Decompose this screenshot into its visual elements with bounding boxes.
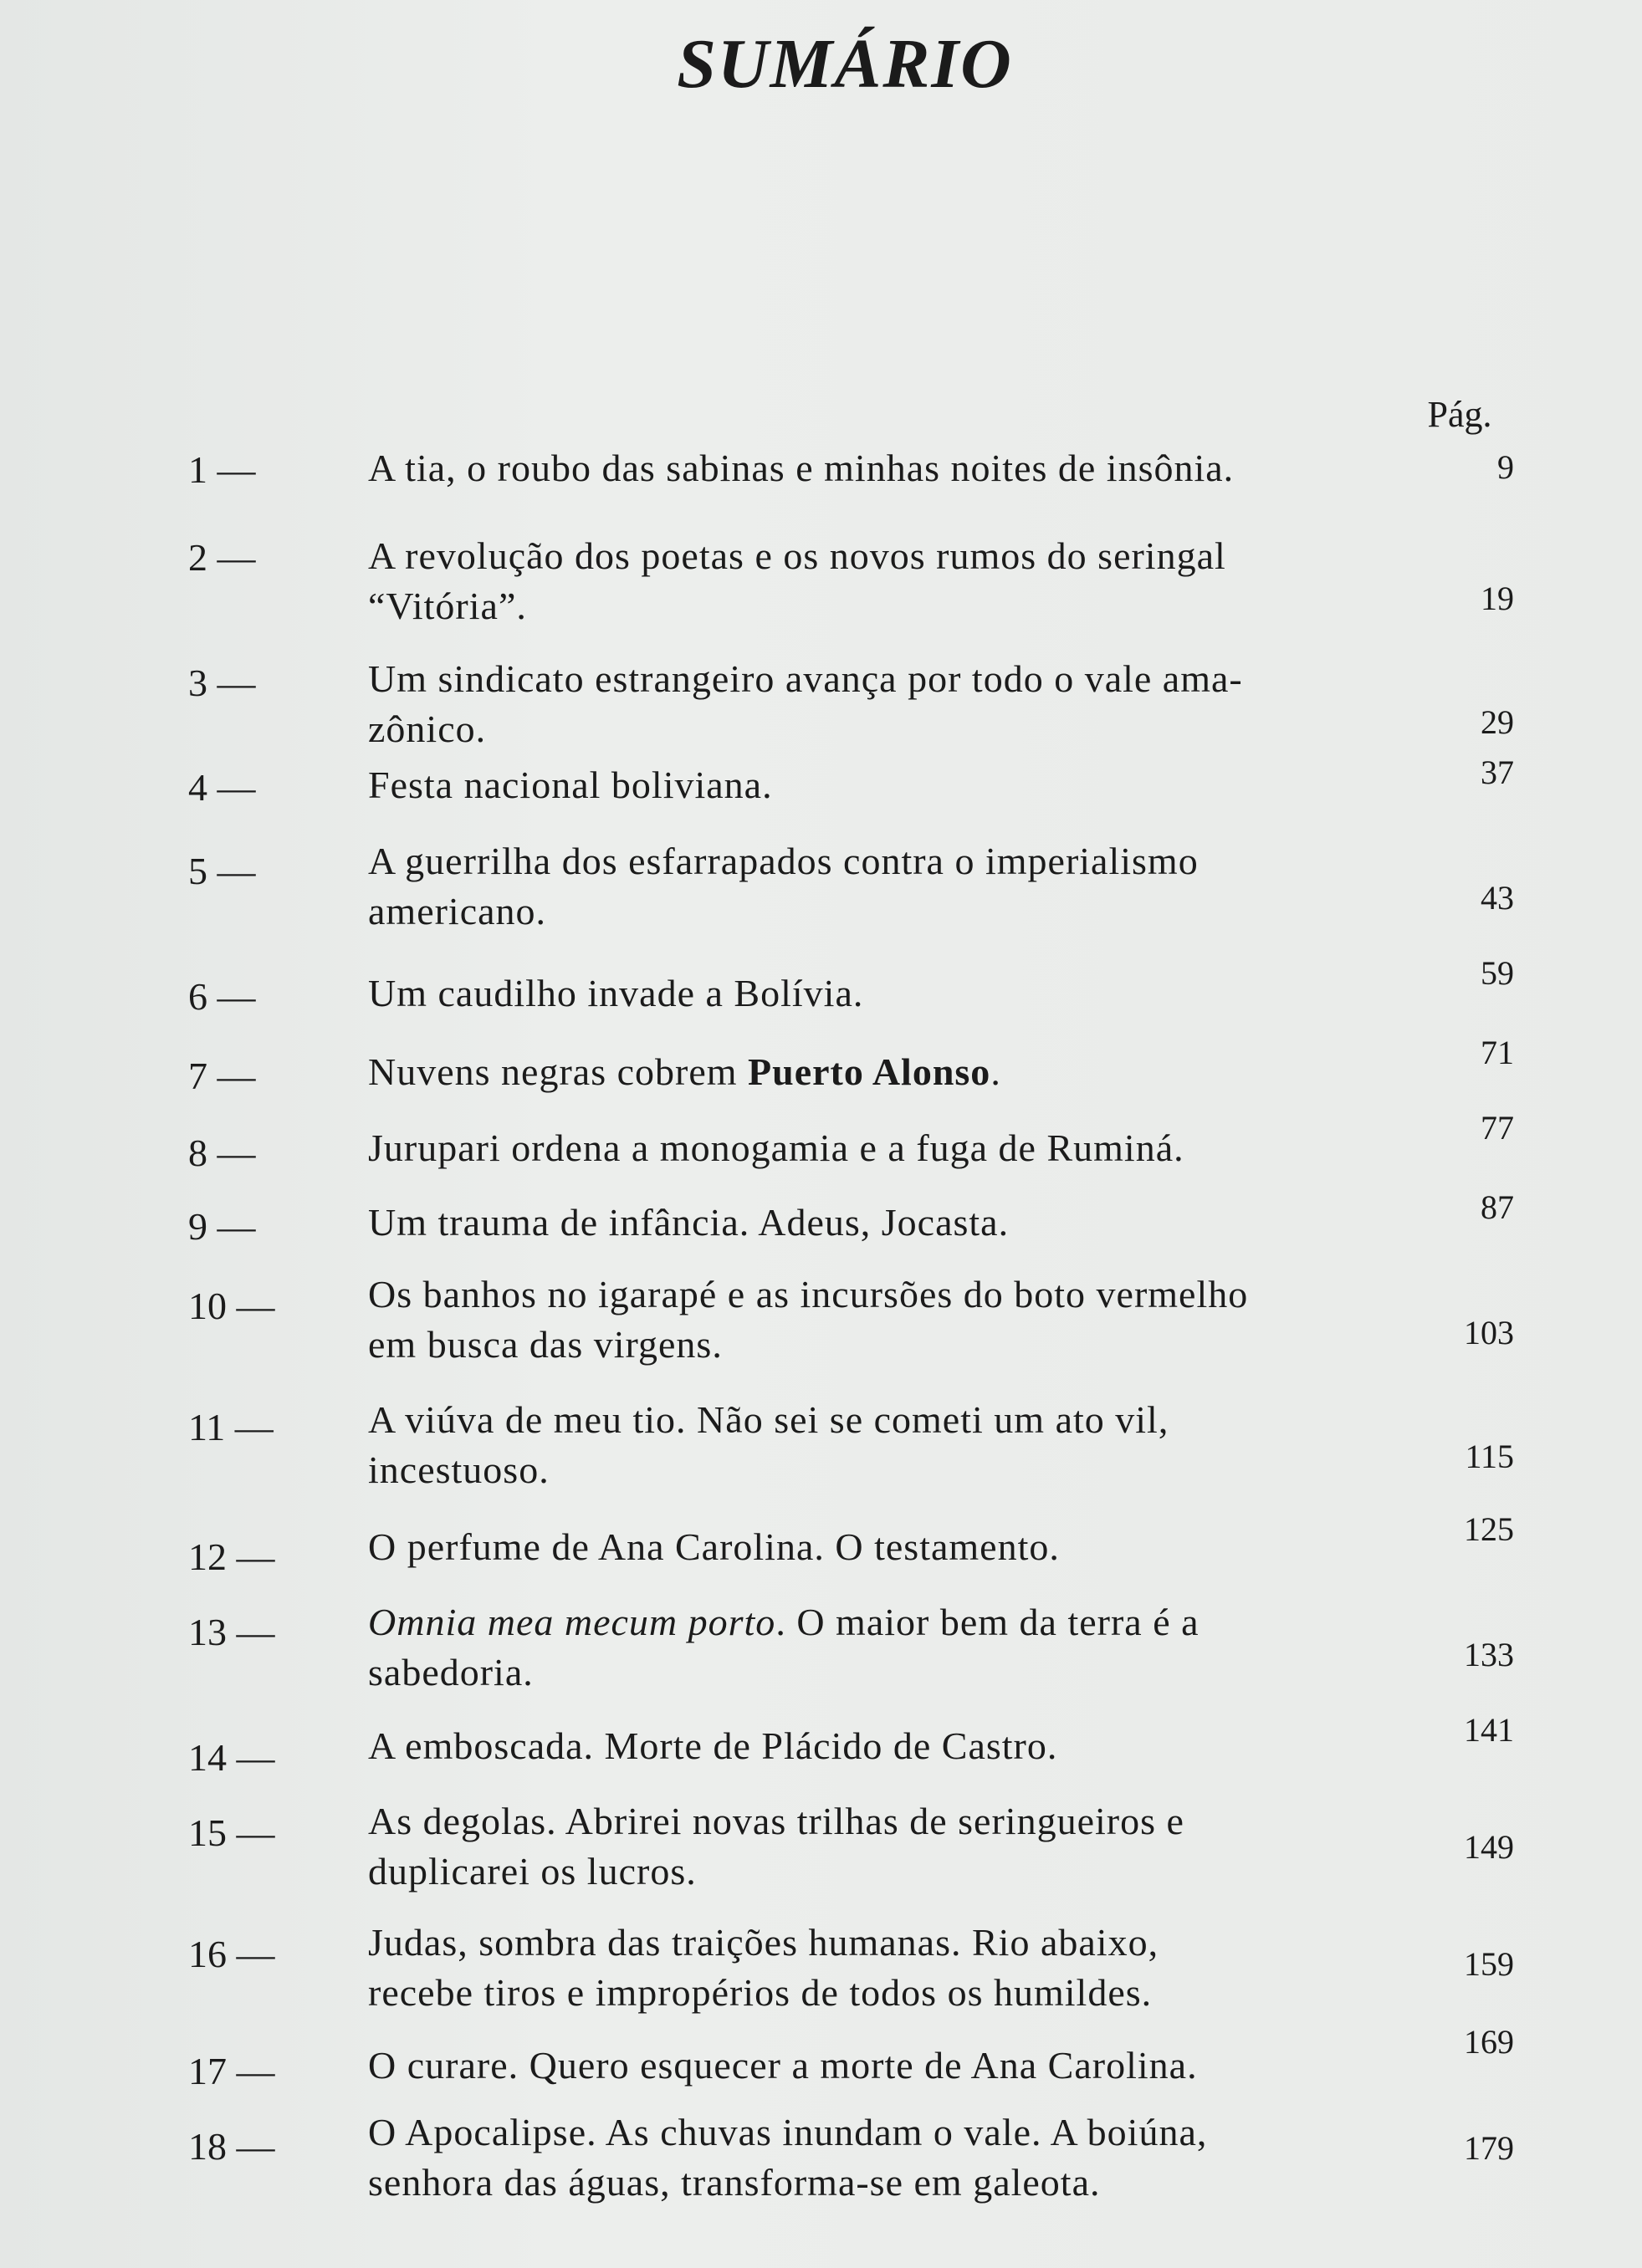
chapter-number: 11 — bbox=[188, 1406, 274, 1448]
chapter-title bbox=[368, 1918, 1355, 2018]
page-column-header: Pág. bbox=[1427, 394, 1492, 435]
chapter-title bbox=[368, 1597, 1355, 1698]
chapter-title-line: sabedoria. bbox=[368, 1651, 534, 1693]
chapter-title-line: Um trauma de infância. Adeus, Jocasta. bbox=[368, 1201, 1010, 1244]
chapter-page-number: 71 bbox=[1481, 1034, 1514, 1071]
chapter-title-line: Jurupari ordena a monogamia e a fuga de Ruminá. bbox=[368, 1126, 1184, 1169]
chapter-title-line: A emboscada. Morte de Plácido de Castro. bbox=[368, 1724, 1058, 1767]
chapter-page-number: 149 bbox=[1464, 1828, 1514, 1866]
chapter-title bbox=[368, 531, 1355, 631]
latin-phrase-italic: Omnia mea mecum porto bbox=[368, 1601, 776, 1643]
chapter-page-number: 19 bbox=[1481, 580, 1514, 617]
chapter-title bbox=[368, 443, 1355, 493]
chapter-title-line: Judas, sombra das traições humanas. Rio abaixo, bbox=[368, 1921, 1159, 1964]
chapter-title-line: americano. bbox=[368, 890, 547, 932]
chapter-page-number: 87 bbox=[1481, 1188, 1514, 1226]
chapter-page-number: 179 bbox=[1464, 2129, 1514, 2167]
chapter-page-number: 37 bbox=[1481, 753, 1514, 791]
chapter-title-line: A tia, o roubo das sabinas e minhas noites de insônia. bbox=[368, 447, 1235, 489]
chapter-title bbox=[368, 968, 1355, 1019]
chapter-title bbox=[368, 1721, 1355, 1771]
chapter-title bbox=[368, 1123, 1355, 1173]
chapter-page-number: 159 bbox=[1464, 1945, 1514, 1983]
chapter-title bbox=[368, 1047, 1355, 1097]
chapter-title-line: Um caudilho invade a Bolívia. bbox=[368, 972, 864, 1014]
chapter-title-line: incestuoso. bbox=[368, 1448, 550, 1491]
chapter-title-line: Um sindicato estrangeiro avança por todo o vale ama- bbox=[368, 657, 1243, 700]
chapter-title-line: O curare. Quero esquecer a morte de Ana Carolina. bbox=[368, 2044, 1198, 2087]
chapter-title bbox=[368, 654, 1355, 754]
chapter-title bbox=[368, 1522, 1355, 1572]
chapter-title bbox=[368, 2107, 1355, 2208]
chapter-page-number: 59 bbox=[1481, 954, 1514, 992]
place-name-bold: Puerto Alonso bbox=[748, 1050, 991, 1093]
chapter-page-number: 133 bbox=[1464, 1636, 1514, 1673]
chapter-title-text: . O maior bem da terra é a bbox=[775, 1601, 1200, 1643]
chapter-title-text: Nuvens negras cobrem bbox=[368, 1050, 749, 1093]
chapter-title-line: “Vitória”. bbox=[368, 585, 527, 627]
chapter-number: 3 — bbox=[188, 662, 256, 704]
chapter-title-line: zônico. bbox=[368, 707, 487, 750]
chapter-title-text: . bbox=[990, 1050, 1001, 1093]
chapter-number: 9 — bbox=[188, 1205, 256, 1248]
chapter-title-line bbox=[368, 1597, 1355, 1647]
chapter-title bbox=[368, 2041, 1355, 2091]
chapter-page-number: 115 bbox=[1465, 1438, 1514, 1475]
chapter-number: 13 — bbox=[188, 1611, 275, 1653]
chapter-number: 7 — bbox=[188, 1055, 256, 1097]
chapter-number: 4 — bbox=[188, 766, 256, 809]
chapter-title-line: As degolas. Abrirei novas trilhas de seringueiros e bbox=[368, 1800, 1184, 1842]
chapter-number: 8 — bbox=[188, 1131, 256, 1174]
page-title: SUMÁRIO bbox=[677, 25, 1013, 103]
chapter-page-number: 103 bbox=[1464, 1314, 1514, 1351]
chapter-title bbox=[368, 836, 1355, 937]
chapter-page-number: 77 bbox=[1481, 1109, 1514, 1147]
chapter-page-number: 29 bbox=[1481, 703, 1514, 741]
chapter-page-number: 141 bbox=[1464, 1711, 1514, 1749]
chapter-number: 14 — bbox=[188, 1736, 275, 1779]
chapter-title bbox=[368, 1796, 1355, 1897]
chapter-title-line: duplicarei os lucros. bbox=[368, 1850, 697, 1893]
chapter-number: 1 — bbox=[188, 448, 256, 491]
chapter-title bbox=[368, 1198, 1355, 1248]
chapter-title bbox=[368, 1395, 1355, 1495]
chapter-number: 16 — bbox=[188, 1933, 275, 1975]
chapter-title-line: Os banhos no igarapé e as incursões do boto vermelho bbox=[368, 1273, 1249, 1315]
chapter-page-number: 9 bbox=[1497, 448, 1514, 486]
chapter-title-line: em busca das virgens. bbox=[368, 1323, 723, 1366]
chapter-number: 12 — bbox=[188, 1535, 275, 1578]
chapter-title-line: A guerrilha dos esfarrapados contra o imperialismo bbox=[368, 840, 1199, 882]
chapter-title bbox=[368, 1269, 1355, 1370]
chapter-title-line: A viúva de meu tio. Não sei se cometi um ato vil, bbox=[368, 1398, 1169, 1441]
chapter-title-line: O perfume de Ana Carolina. O testamento. bbox=[368, 1525, 1060, 1568]
chapter-title-line: recebe tiros e impropérios de todos os humildes. bbox=[368, 1971, 1153, 2014]
chapter-number: 18 — bbox=[188, 2125, 275, 2168]
chapter-page-number: 43 bbox=[1481, 879, 1514, 917]
chapter-number: 10 — bbox=[188, 1285, 275, 1327]
chapter-page-number: 169 bbox=[1464, 2023, 1514, 2061]
chapter-title-line: O Apocalipse. As chuvas inundam o vale. A boiúna, bbox=[368, 2111, 1208, 2153]
chapter-number: 5 — bbox=[188, 850, 256, 892]
chapter-number: 15 — bbox=[188, 1811, 275, 1854]
chapter-title-line: A revolução dos poetas e os novos rumos do seringal bbox=[368, 534, 1226, 577]
chapter-number: 6 — bbox=[188, 975, 256, 1018]
chapter-title-line: Festa nacional boliviana. bbox=[368, 764, 773, 806]
chapter-title bbox=[368, 760, 1355, 810]
chapter-number: 2 — bbox=[188, 536, 256, 579]
chapter-title-line: senhora das águas, transforma-se em galeota. bbox=[368, 2161, 1101, 2204]
chapter-title-line bbox=[368, 1047, 1355, 1097]
chapter-number: 17 — bbox=[188, 2050, 275, 2092]
chapter-page-number: 125 bbox=[1464, 1510, 1514, 1548]
